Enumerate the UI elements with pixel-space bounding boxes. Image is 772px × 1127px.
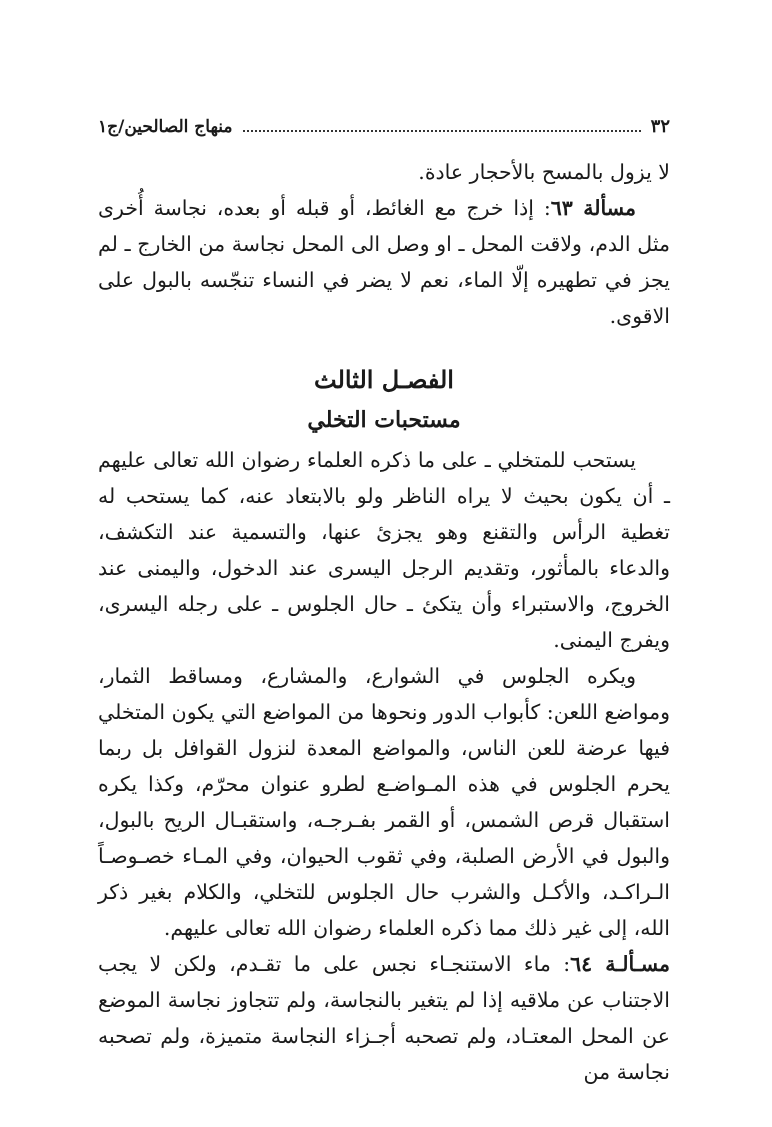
issue-64 (98, 946, 670, 1090)
paragraph-disliked-acts: ويكره الجلوس في الشوارع، والمشارع، ومساقط الثمار، ومواضع اللعن: كأبواب الدور ونحوها من المواضع التي يكون المتخلي فيها عرضة للعن الناس، والمواضع المعدة لنزول القوافل بل ربما يحرم الجلوس في هذه المـواضـع لطرو عنوان محرّم، وكذا يكره استقبال قرص الشمس، أو القمر بفـرجـه، واستقبـال الريح بالبول، والبول في الأرض الصلبة، وفي ثقوب الحيوان، وفي المـاء خصـوصـاً الـراكـد، والأكـل والشرب حال الجلوس للتخلي، والكلام بغير ذكر الله، إلى غير ذلك مما ذكره العلماء رضوان الله تعالى عليهم. (98, 664, 670, 940)
issue-64-text: : ماء الاستنجـاء نجس على ما تقـدم، ولكن لا يجب الاجتناب عن ملاقيه إذا لم يتغير بالنجاسة، ولم تتجاوز نجاسة الموضع عن المحل المعتـاد، ولم تصحبه أجـزاء النجاسة متميزة، ولم تصحبه نجاسة من (98, 952, 670, 1084)
issue-64-label: مسـألـة ٦٤ (570, 952, 670, 976)
chapter-title: الفصـل الثالث (314, 365, 454, 394)
chapter-subtitle: مستحبات التخلي (307, 407, 461, 433)
paragraph-recommended-acts: يستحب للمتخلي ـ على ما ذكره العلماء رضوان الله تعالى عليهم ـ أن يكون بحيث لا يراه الناظر ولو بالابتعاد عنه، كما يستحب له تغطية الرأس والتقنع وهو يجزئ عنها، والتسمية عند التكشف، والدعاء بالمأثور، وتقديم الرجل اليسرى عند الدخول، واليمنى عند الخروج، والاستبراء وأن يتكئ ـ حال الجلوس ـ على رجله اليسرى، ويفرج اليمنى. (98, 448, 670, 652)
page-header (98, 112, 670, 142)
issue-63-text: : إذا خرج مع الغائط، أو قبله أو بعده، نجاسة أُخرى مثل الدم، ولاقت المحل ـ او وصل الى المحل نجاسة من الخارج ـ لم يجز في تطهيره إلّا الماء، نعم لا يضر في النساء تنجّسه بالبول على الاقوى. (98, 196, 670, 328)
issue-63 (98, 190, 670, 334)
book-title: منهاج الصالحين/ج١ (98, 117, 233, 137)
issue-63-label: مسألة ٦٣ (550, 196, 636, 220)
book-page (98, 112, 670, 1090)
page-number: ٣٢ (650, 116, 670, 137)
header-leader-dots (243, 116, 641, 132)
intro-line: لا يزول بالمسح بالأحجار عادة. (418, 160, 670, 184)
